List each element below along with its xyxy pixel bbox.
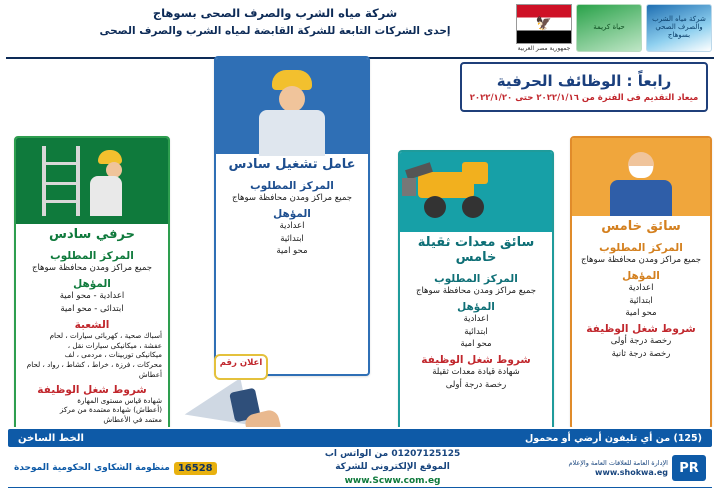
job-title-heavy-driver: سائق معدات ثقيلة خامس: [417, 235, 535, 265]
hotline-label: الخط الساخن: [18, 432, 84, 444]
section-label-muahal-heavy: المؤهل: [457, 301, 495, 314]
job-title-amel: عامل تشغيل سادس: [228, 157, 356, 172]
muahal-line-1-amel: اعدادية: [279, 221, 305, 232]
wheel-loader-illustration: [400, 152, 552, 232]
muahal-line-1-heavy: اعدادية: [463, 314, 489, 325]
company-title: شركة مياه الشرب والصرف الصحى بسوهاج: [152, 6, 398, 20]
job-card-heavy-equipment-driver: [398, 150, 554, 454]
section-label-shorot-heavy: شروط شغل الوظيفة: [421, 354, 531, 367]
shorot-line-2-driver: رخصة درجة ثانية: [611, 348, 671, 359]
job-card-amel-tashgheel: [214, 56, 370, 376]
pr-badge-icon: PR: [672, 455, 706, 481]
section-label-shorot-driver: شروط شغل الوظيفة: [586, 323, 696, 336]
section-value-markaz-amel: جميع مراكز ومدن محافظة سوهاج: [231, 193, 353, 203]
shorot-line-2-hirafy: (أعطاش) شهادة معتمدة من مركز: [59, 405, 162, 415]
muahal-line-1-hirafy: اعدادية - محو امية: [59, 291, 125, 302]
job-photo-loader: [400, 152, 552, 232]
shoba-line-3: ميكانيكى توربينات ، مردمى ، لف: [64, 350, 162, 360]
complaint-system: [14, 462, 217, 475]
section-label-muahal-driver: المؤهل: [622, 270, 660, 283]
muahal-line-3-amel: محو امية: [276, 245, 308, 256]
section-label-markaz-amel: المركز المطلوب: [250, 180, 334, 192]
shorot-line-1-heavy: شهادة قيادة معدات ثقيلة: [432, 367, 520, 378]
muahal-line-3-heavy: محو امية: [460, 338, 492, 349]
footer-contact-block: [325, 448, 460, 489]
flag-caption: جمهورية مصر العربية: [517, 45, 571, 52]
company-website-link[interactable]: www.Scww.com.eg: [344, 475, 441, 486]
sohag-water-company-logo: شركة مياه الشرب والصرف الصحي بسوهاج: [646, 4, 712, 52]
header-titles: [0, 6, 553, 37]
footer-divider: [8, 487, 712, 488]
muahal-line-3-driver: محو امية: [625, 307, 657, 318]
muahal-line-1-driver: اعدادية: [628, 283, 654, 294]
page-footer: [0, 427, 720, 489]
section-label-muahal-hirafy: المؤهل: [73, 278, 111, 291]
worker-with-helmet-illustration: [216, 58, 368, 154]
job-title-driver: سائق خامس: [601, 219, 681, 234]
section-label-markaz-heavy: المركز المطلوب: [434, 273, 518, 285]
complaint-label: منظومة الشكاوى الحكومية الموحدة: [14, 463, 170, 473]
section-label-markaz-hirafy: المركز المطلوب: [50, 250, 134, 262]
company-subtitle: إحدى الشركات التابعة للشركة القابضة لمياه الشرب والصرف الصحى: [99, 25, 451, 37]
section-value-markaz-driver: جميع مراكز ومدن محافظة سوهاج: [580, 255, 702, 265]
section-value-markaz-hirafy: جميع مراكز ومدن محافظة سوهاج: [31, 263, 153, 273]
muahal-line-2-amel: ابتدائية: [280, 233, 304, 244]
section-label-muahal-amel: المؤهل: [273, 208, 311, 221]
shoba-line-1: أسباك صحية ، كهربائى سيارات ، لحام: [49, 330, 162, 340]
pr-website-link[interactable]: www.shokwa.eg: [595, 467, 668, 477]
section-value-markaz-heavy: جميع مراكز ومدن محافظة سوهاج: [415, 286, 537, 296]
hotline-mobile: (125) من أي تليفون أرضي أو محمول: [525, 432, 702, 444]
section-label-shorot-hirafy: شروط شغل الوظيفة: [37, 383, 147, 396]
muahal-line-2-heavy: ابتدائية: [464, 326, 488, 337]
pr-department-text: الإدارة العامة للعلاقات العامة والإعلام: [568, 459, 668, 468]
eagle-icon: 🦅: [535, 16, 553, 32]
muahal-line-2-hirafy: ابتدائى - محو امية: [60, 303, 124, 314]
shorot-line-3-hirafy: معتمد في الأعطاش: [103, 414, 162, 424]
pr-department-logo: [568, 455, 706, 481]
headline-box: [460, 62, 708, 112]
section-label-markaz-driver: المركز المطلوب: [599, 242, 683, 254]
headline-title: رابعاً : الوظائف الحرفية: [496, 71, 672, 90]
footer-hotline-bar: [8, 429, 712, 447]
job-title-hirafy: حرفي سادس: [49, 227, 135, 242]
shoba-line-2: عفشة ، ميكانيكى سيارات نقل ،: [67, 340, 162, 350]
hayah-karima-logo: حياة كريمة: [576, 4, 642, 52]
footer-middle: [8, 449, 712, 487]
shorot-line-2-heavy: رخصة درجة أولى: [445, 379, 507, 390]
job-card-hirafy: [14, 136, 170, 450]
masked-driver-illustration: [572, 138, 710, 216]
website-label: الموقع الإلكترونى للشركة: [335, 462, 450, 473]
muahal-line-2-driver: ابتدائية: [629, 295, 653, 306]
job-card-driver: [570, 136, 712, 430]
complaint-number: 16528: [174, 462, 217, 475]
job-photo-hirafy: [16, 138, 168, 224]
shorot-line-1-hirafy: شهادة قياس مستوى المهارة: [77, 395, 162, 405]
electrician-illustration: [16, 138, 168, 224]
shoba-line-5: أعطاش: [138, 369, 162, 379]
shoba-line-4: محركات ، فرزة ، خراط ، كشاط ، رواد ، لحام: [26, 360, 162, 370]
announcement-bubble: اعلان رقم: [214, 354, 268, 380]
job-photo-driver: [572, 138, 710, 216]
page-header: [0, 0, 720, 58]
section-label-shoba-hirafy: الشعبة: [74, 318, 110, 331]
headline-subtitle: ميعاد التقديم فى الفترة من ٢٠٢٢/١/١٦ حتى ٢٠٢٢/١/٢٠: [469, 92, 699, 103]
job-photo-amel: [216, 58, 368, 154]
whatsapp-number: 01207125125 من الواتس اب: [324, 448, 461, 459]
shorot-line-1-driver: رخصة درجة أولى: [610, 336, 672, 347]
